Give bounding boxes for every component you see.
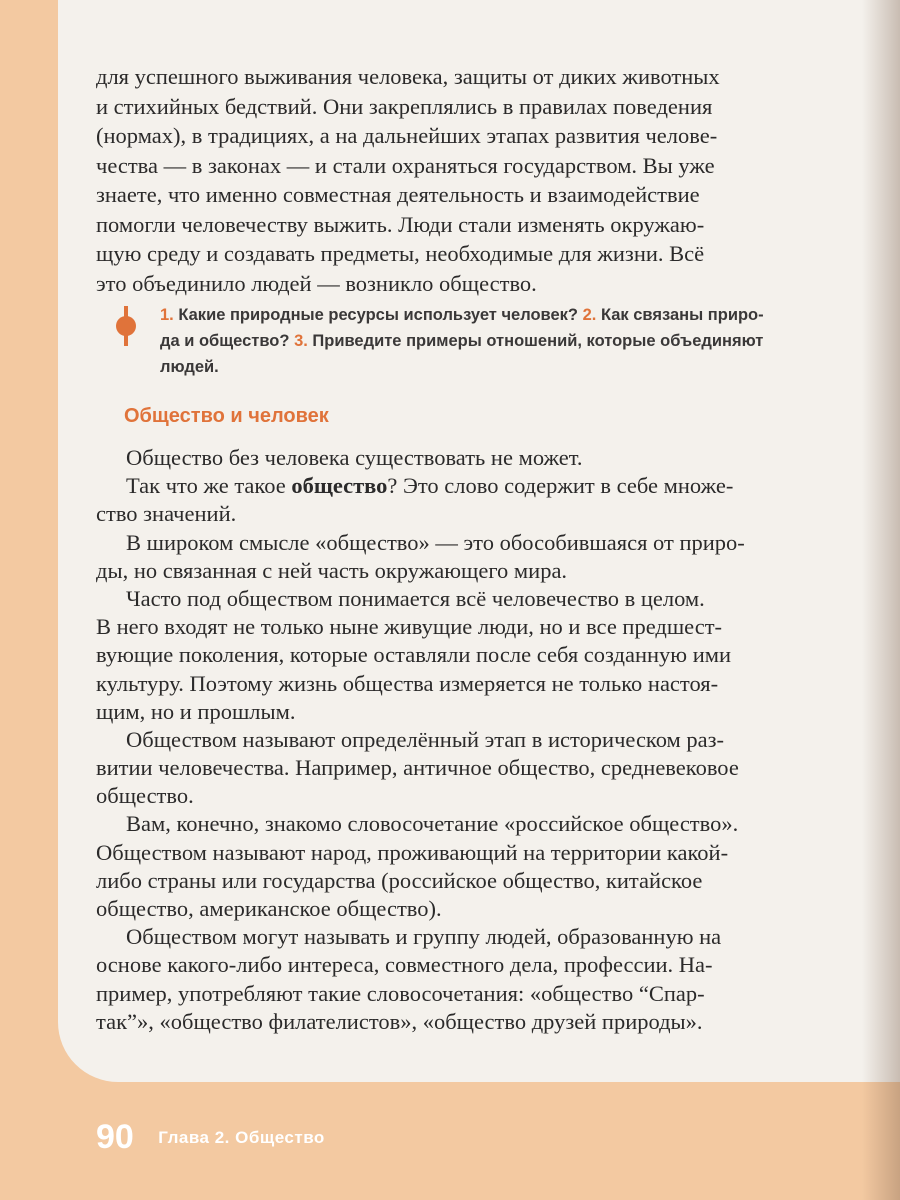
text-line: щую среду и создавать предметы, необходимые для жизни. Всё (96, 241, 705, 266)
text-line: ды, но связанная с ней часть окружающего мира. (96, 557, 568, 583)
text-line: щим, но и прошлым. (96, 698, 296, 724)
text-line: (нормах), в традициях, а на дальнейших этапах развития челове- (96, 123, 718, 148)
text-line: вующие поколения, которые оставляли после себя созданную ими (96, 642, 732, 668)
section-title: Общество и человек (124, 405, 329, 427)
question-text: Как связаны приро- (600, 306, 764, 324)
page-number: 90 (96, 1118, 134, 1156)
text-line: это объединило людей — возникло общество. (96, 270, 537, 296)
text-line: общество, американское общество). (96, 896, 442, 921)
text-line: знаете, что именно совместная деятельность и взаимодействие (96, 182, 700, 207)
text-line: пример, употребляют такие словосочетания: «общество “Спар- (96, 980, 705, 1006)
text-line: Общество без человека существовать не может. (126, 445, 583, 470)
section-body (96, 444, 900, 1036)
text-run: Так что же такое (126, 473, 292, 499)
question-number: 1. (160, 306, 174, 324)
text-line: помогли человечеству выжить. Люди стали изменять окружаю- (96, 211, 705, 237)
text-line: культуру. Поэтому жизнь общества измеряется не только настоя- (96, 670, 719, 696)
text-line: Вам, конечно, знакомо словосочетание «российское общество». (126, 811, 739, 837)
page-footer (96, 1118, 325, 1157)
question-line (160, 302, 900, 328)
review-questions (160, 302, 900, 380)
text-line: общество. (96, 783, 194, 809)
text-line: Обществом называют определённый этап в историческом раз- (126, 726, 725, 752)
text-line: Обществом называют народ, проживающий на территории какой- (96, 839, 729, 865)
text-line: так”», «общество филателистов», «общество друзей природы». (96, 1008, 703, 1034)
question-line (160, 328, 900, 354)
question-number: 3. (294, 332, 308, 350)
text-line (96, 472, 900, 500)
chapter-label: Глава 2. Общество (158, 1127, 325, 1147)
question-marker-icon (113, 306, 139, 346)
question-text: Приведите примеры отношений, которые объединяют (312, 332, 764, 350)
text-line: В него входят не только ныне живущие люди, но и все предшест- (96, 614, 723, 640)
text-run: ? Это слово содержит в себе множе- (387, 473, 734, 499)
text-line: основе какого-либо интереса, совместного дела, профессии. На- (96, 952, 713, 978)
text-line: для успешного выживания человека, защиты от диких животных (96, 64, 720, 89)
text-line: чества — в законах — и стали охраняться государством. Вы уже (96, 152, 715, 178)
text-line: витии человечества. Например, античное общество, средневековое (96, 755, 739, 781)
question-text: Какие природные ресурсы использует человек? (178, 306, 578, 324)
question-text: людей. (160, 358, 219, 376)
intro-paragraph (96, 62, 900, 298)
question-number: 2. (582, 306, 597, 324)
text-line: Обществом могут называть и группу людей, образованную на (126, 924, 722, 950)
text-line: ство значений. (96, 501, 237, 527)
question-line (160, 354, 900, 380)
key-term: общество (291, 473, 388, 499)
text-line: В широком смысле «общество» — это обособившаяся от приро- (126, 529, 745, 555)
question-text: да и общество? (160, 332, 290, 350)
text-line: Часто под обществом понимается всё человечество в целом. (126, 585, 705, 611)
text-line: и стихийных бедствий. Они закреплялись в правилах поведения (96, 93, 713, 119)
text-line: либо страны или государства (российское общество, китайское (96, 867, 703, 893)
